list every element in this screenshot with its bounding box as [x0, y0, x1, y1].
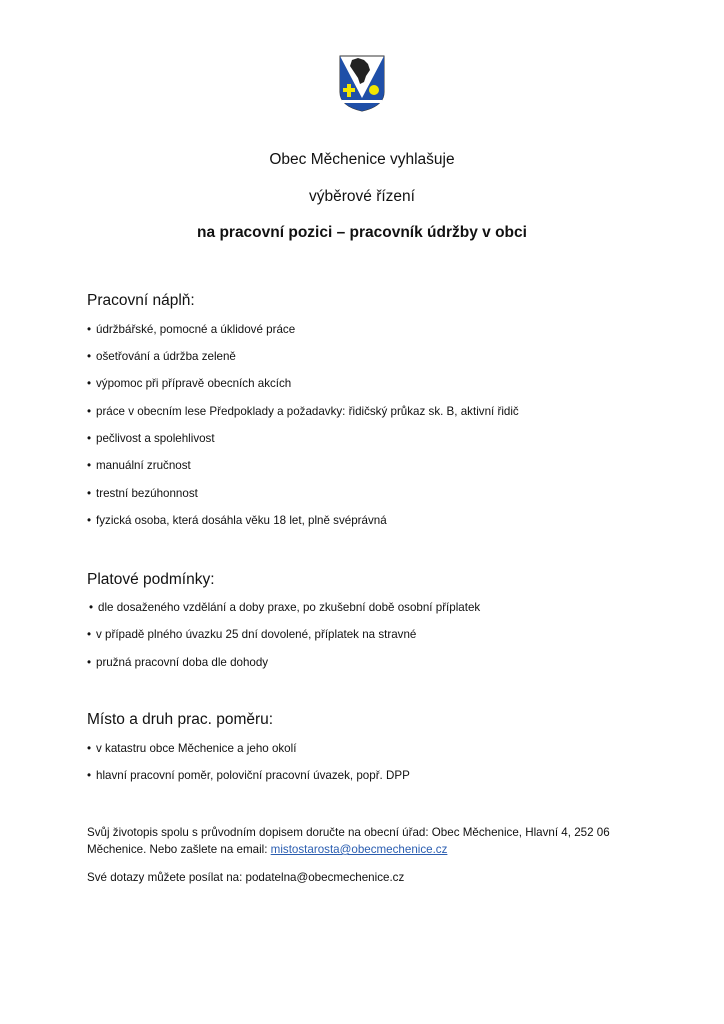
list-item: • údržbářské, pomocné a úklidové práce: [87, 323, 296, 336]
position-title: na pracovní pozici – pracovník údržby v obci: [197, 224, 527, 241]
application-instructions: Svůj životopis spolu s průvodním dopisem doručte na obecní úřad: Obec Měchenice, Hlavní 4, 252 06 Měchenice. Nebo zašlete na email: mistostarosta@obecmechenice.cz: [87, 826, 610, 856]
list-item: • dle dosaženého vzdělání a doby praxe, po zkušební době osobní příplatek: [89, 601, 481, 614]
section-heading-job-duties: Pracovní náplň:: [87, 292, 195, 309]
section-heading-workplace: Místo a druh prac. poměru:: [87, 711, 274, 728]
list-item: • v katastru obce Měchenice a jeho okolí: [87, 742, 297, 755]
coat-of-arms-logo: [338, 54, 386, 112]
list-item: • pružná pracovní doba dle dohody: [87, 656, 269, 669]
list-item: • trestní bezúhonnost: [87, 487, 198, 500]
list-item: • ošetřování a údržba zeleně: [87, 350, 236, 363]
list-item: • práce v obecním lese Předpoklady a požadavky: řidičský průkaz sk. B, aktivní řidič: [87, 405, 519, 418]
section-heading-salary: Platové podmínky:: [87, 571, 215, 588]
list-item: • fyzická osoba, která dosáhla věku 18 let, plně svéprávná: [87, 514, 387, 527]
list-item: • manuální zručnost: [87, 459, 191, 472]
list-item: • hlavní pracovní poměr, poloviční pracovní úvazek, popř. DPP: [87, 769, 410, 782]
announcement-line-2: výběrové řízení: [309, 188, 415, 205]
email-link[interactable]: mistostarosta@obecmechenice.cz: [270, 843, 448, 856]
list-item: • pečlivost a spolehlivost: [87, 432, 215, 445]
questions-contact: Své dotazy můžete posílat na: podatelna@obecmechenice.cz: [87, 871, 405, 884]
list-item: • výpomoc při přípravě obecních akcích: [87, 377, 292, 390]
announcement-line-1: Obec Měchenice vyhlašuje: [269, 151, 455, 168]
list-item: • v případě plného úvazku 25 dní dovolené, příplatek na stravné: [87, 628, 417, 641]
